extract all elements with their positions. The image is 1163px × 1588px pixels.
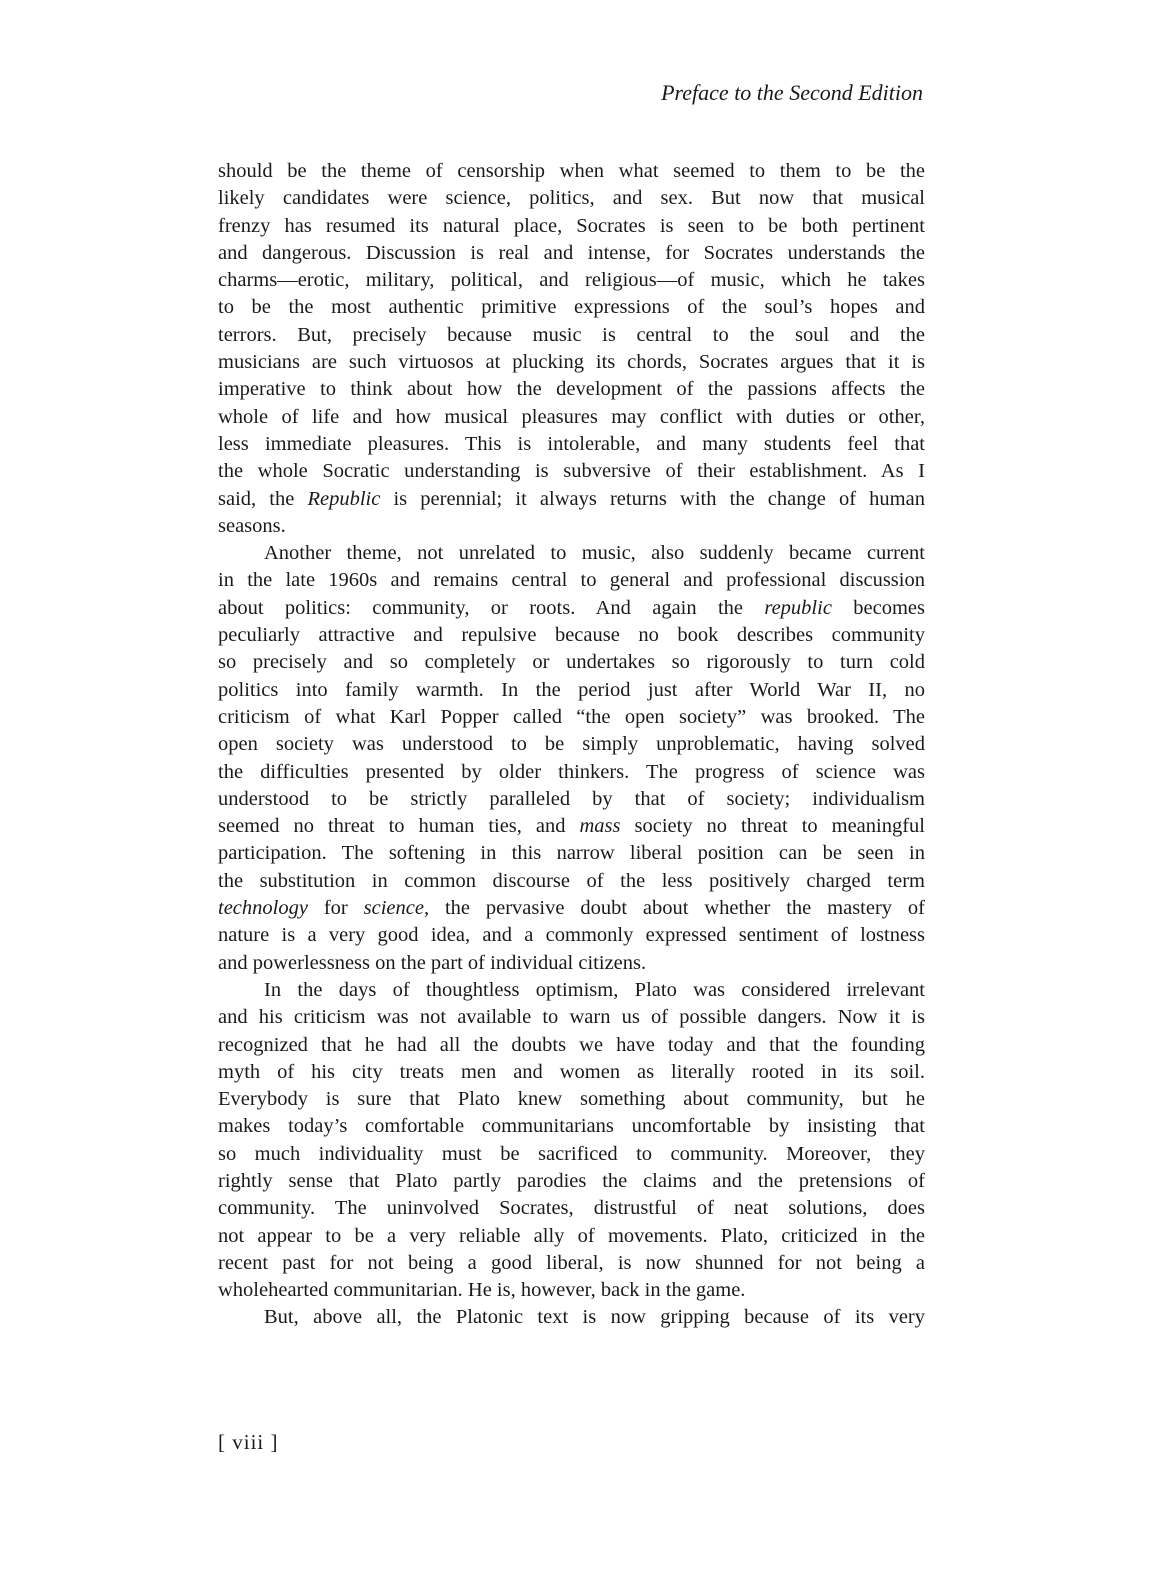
text-run: so precisely and so completely or undertakes so rigorously to turn cold	[218, 651, 925, 674]
text-run: likely candidates were science, politics, and sex. But now that musical	[218, 187, 925, 210]
text-run: to be the most authentic primitive expressions of the soul’s hopes and	[218, 296, 925, 319]
text-line	[218, 1032, 925, 1059]
text-run: seasons.	[218, 514, 286, 537]
text-line	[218, 977, 925, 1004]
text-line	[218, 950, 925, 977]
text-line	[218, 404, 925, 431]
text-run: frenzy has resumed its natural place, Socrates is seen to be both pertinent	[218, 214, 925, 237]
text-line	[218, 704, 925, 731]
text-line	[218, 213, 925, 240]
page-number: [ viii ]	[218, 1430, 279, 1454]
text-run: becomes	[831, 596, 925, 619]
text-line	[218, 1059, 925, 1086]
text-line	[218, 1141, 925, 1168]
text-run: Another theme, not unrelated to music, also suddenly became current	[264, 542, 925, 565]
text-line	[218, 185, 925, 212]
text-line	[218, 1113, 925, 1140]
running-header: Preface to the Second Edition	[661, 80, 923, 105]
text-run: in the late 1960s and remains central to general and professional discussion	[218, 569, 925, 592]
italic-text: Republic	[307, 487, 381, 510]
text-run: should be the theme of censorship when what seemed to them to be the	[218, 160, 925, 182]
text-line	[218, 1304, 925, 1331]
text-run: imperative to think about how the development of the passions affects the	[218, 378, 925, 401]
text-run: community. The uninvolved Socrates, distrustful of neat solutions, does	[218, 1197, 925, 1220]
italic-text: mass	[579, 815, 621, 838]
text-run: wholehearted communitarian. He is, however, back in the game.	[218, 1279, 746, 1302]
text-run: makes today’s comfortable communitarians uncomfortable by insisting that	[218, 1115, 925, 1138]
text-run: about politics: community, or roots. And again the	[218, 596, 765, 619]
text-run: criticism of what Karl Popper called “the open society” was brooked. The	[218, 705, 925, 728]
text-line	[218, 458, 925, 485]
text-line	[218, 677, 925, 704]
text-run: nature is a very good idea, and a commonly expressed sentiment of lostness	[218, 924, 925, 947]
text-line	[218, 1168, 925, 1195]
text-run: and dangerous. Discussion is real and intense, for Socrates understands the	[218, 241, 925, 264]
text-line	[218, 1195, 925, 1222]
text-run: recognized that he had all the doubts we have today and that the founding	[218, 1033, 925, 1056]
text-line	[218, 376, 925, 403]
text-run: for	[307, 897, 364, 920]
text-run: less immediate pleasures. This is intolerable, and many students feel that	[218, 432, 925, 455]
text-line	[218, 513, 925, 540]
text-line	[218, 622, 925, 649]
text-line	[218, 294, 925, 321]
text-run: In the days of thoughtless optimism, Plato was considered irrelevant	[264, 978, 925, 1001]
text-run: is perennial; it always returns with the change of human	[380, 487, 925, 510]
text-line	[218, 868, 925, 895]
text-line	[218, 240, 925, 267]
text-line	[218, 1277, 925, 1304]
text-run: peculiarly attractive and repulsive because no book describes community	[218, 624, 925, 647]
italic-text: science,	[363, 897, 430, 920]
text-line	[218, 895, 925, 922]
text-run: said, the	[218, 487, 308, 510]
text-line	[218, 922, 925, 949]
text-line	[218, 158, 925, 185]
text-line	[218, 1004, 925, 1031]
text-line	[218, 567, 925, 594]
text-line	[218, 649, 925, 676]
text-run: whole of life and how musical pleasures may conflict with duties or other,	[218, 405, 925, 428]
text-line	[218, 486, 925, 513]
text-run: and his criticism was not available to warn us of possible dangers. Now it is	[218, 1006, 925, 1029]
text-run: understood to be strictly paralleled by that of society; individualism	[218, 787, 925, 810]
text-run: recent past for not being a good liberal, is now shunned for not being a	[218, 1251, 925, 1274]
text-line	[218, 1223, 925, 1250]
body-text	[218, 158, 925, 1332]
text-line	[218, 786, 925, 813]
text-run: the difficulties presented by older thinkers. The progress of science was	[218, 760, 925, 783]
text-run: the whole Socratic understanding is subversive of their establishment. As I	[218, 460, 925, 483]
text-run: society no threat to meaningful	[620, 815, 925, 838]
text-run: open society was understood to be simply unproblematic, having solved	[218, 733, 925, 756]
text-run: terrors. But, precisely because music is central to the soul and the	[218, 323, 925, 346]
text-run: charms—erotic, military, political, and religious—of music, which he takes	[218, 269, 925, 292]
text-line	[218, 322, 925, 349]
text-run: seemed no threat to human ties, and	[218, 815, 580, 838]
text-line	[218, 840, 925, 867]
text-run: the pervasive doubt about whether the mastery of	[429, 897, 925, 920]
text-line	[218, 1086, 925, 1113]
text-run: politics into family warmth. In the period just after World War II, no	[218, 678, 925, 701]
text-line	[218, 540, 925, 567]
text-line	[218, 595, 925, 622]
text-run: not appear to be a very reliable ally of movements. Plato, criticized in the	[218, 1224, 925, 1247]
text-run: rightly sense that Plato partly parodies the claims and the pretensions of	[218, 1169, 925, 1192]
text-run: myth of his city treats men and women as literally rooted in its soil.	[218, 1060, 925, 1083]
text-run: and powerlessness on the part of individual citizens.	[218, 951, 647, 974]
italic-text: republic	[764, 596, 832, 619]
text-line	[218, 759, 925, 786]
text-run: so much individuality must be sacrificed to community. Moreover, they	[218, 1142, 925, 1165]
text-line	[218, 267, 925, 294]
text-line	[218, 349, 925, 376]
text-run: participation. The softening in this narrow liberal position can be seen in	[218, 842, 925, 865]
text-run: Everybody is sure that Plato knew something about community, but he	[218, 1088, 925, 1111]
text-line	[218, 731, 925, 758]
text-run: musicians are such virtuosos at plucking its chords, Socrates argues that it is	[218, 351, 925, 374]
italic-text: technology	[218, 897, 308, 920]
text-run: But, above all, the Platonic text is now gripping because of its very	[264, 1306, 925, 1329]
text-line	[218, 1250, 925, 1277]
text-run: the substitution in common discourse of the less positively charged term	[218, 869, 925, 892]
text-line	[218, 813, 925, 840]
text-line	[218, 431, 925, 458]
